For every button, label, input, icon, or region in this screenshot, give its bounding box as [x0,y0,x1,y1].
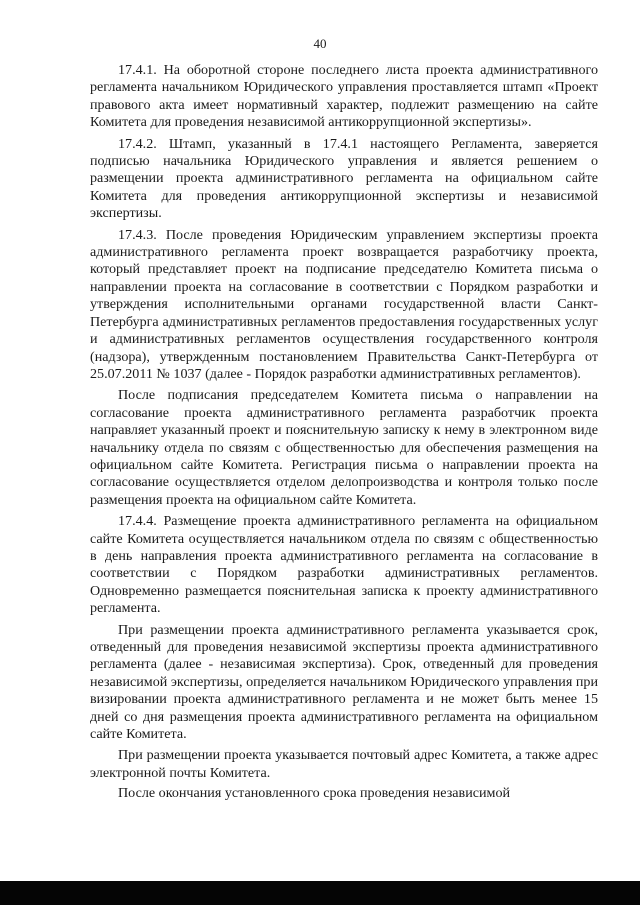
paragraph-17-4-1: 17.4.1. На оборотной стороне последнего листа проекта административного регламента начальником Юридического управления проставляется штамп «Проект правового акта имеет нормативный характер, подлежит размещению на сайте Комитета для проведения независимой антикоррупционной экспертизы». [90,62,598,131]
paragraph-17-4-4: 17.4.4. Размещение проекта административного регламента на официальном сайте Комитета осуществляется начальником отдела по связям с общественностью в день направления проекта административного регламента на согласование в соответствии с Порядком разработки административных регламентов. Одновременно размещается пояснительная записка к проекту административного регламента. [90,513,598,617]
paragraph-17-4-3: 17.4.3. После проведения Юридическим управлением экспертизы проекта административного регламента проект возвращается разработчику проекта, который представляет проект на подписание председателю Комитета письма о направлении проекта на согласование в соответствии с Порядком разработки и утверждения исполнительными органами государственной власти Санкт-Петербурга административных регламентов предоставления государственных услуг и административных регламентов осуществления государственного контроля (надзора), утвержденным постановлением Правительства Санкт-Петербурга от 25.07.2011 № 1037 (далее - Порядок разработки административных регламентов). [90,226,598,382]
paragraph-expertise-term: При размещении проекта административного регламента указывается срок, отведенный для проведения независимой экспертизы проекта административного регламента (далее - независимая экспертиза). Срок, отведенный для проведения независимой экспертизы, определяется начальником Юридического управления при визировании проекта административного регламента и не может быть менее 15 дней со дня размещения проекта административного регламента на официальном сайте Комитета. [90,621,598,743]
paragraph-after-deadline: После окончания установленного срока проведения независимой [118,785,511,802]
page-number: 40 [313,36,327,51]
document-body [90,62,598,807]
paragraph-17-4-2: 17.4.2. Штамп, указанный в 17.4.1 настоящего Регламента, заверяется подписью начальника Юридического управления и является решением о размещении проекта административного регламента на официальном сайте Комитета для проведения антикоррупционной экспертизы и независимой экспертизы. [90,135,598,222]
scan-edge-strip [0,881,640,905]
paragraph-postal-address: При размещении проекта указывается почтовый адрес Комитета, а также адрес электронной почты Комитета. [90,747,598,781]
paragraph-signing-letter: После подписания председателем Комитета письма о направлении на согласование проекта административного регламента разработчик проекта направляет указанный проект и пояснительную записку к нему в электронном виде начальнику отдела по связям с общественностью для обеспечения размещения на официальном сайте Комитета. Регистрация письма о направлении проекта на согласование осуществляется отделом делопроизводства и контроля только после размещения проекта на официальном сайте Комитета. [90,387,598,508]
